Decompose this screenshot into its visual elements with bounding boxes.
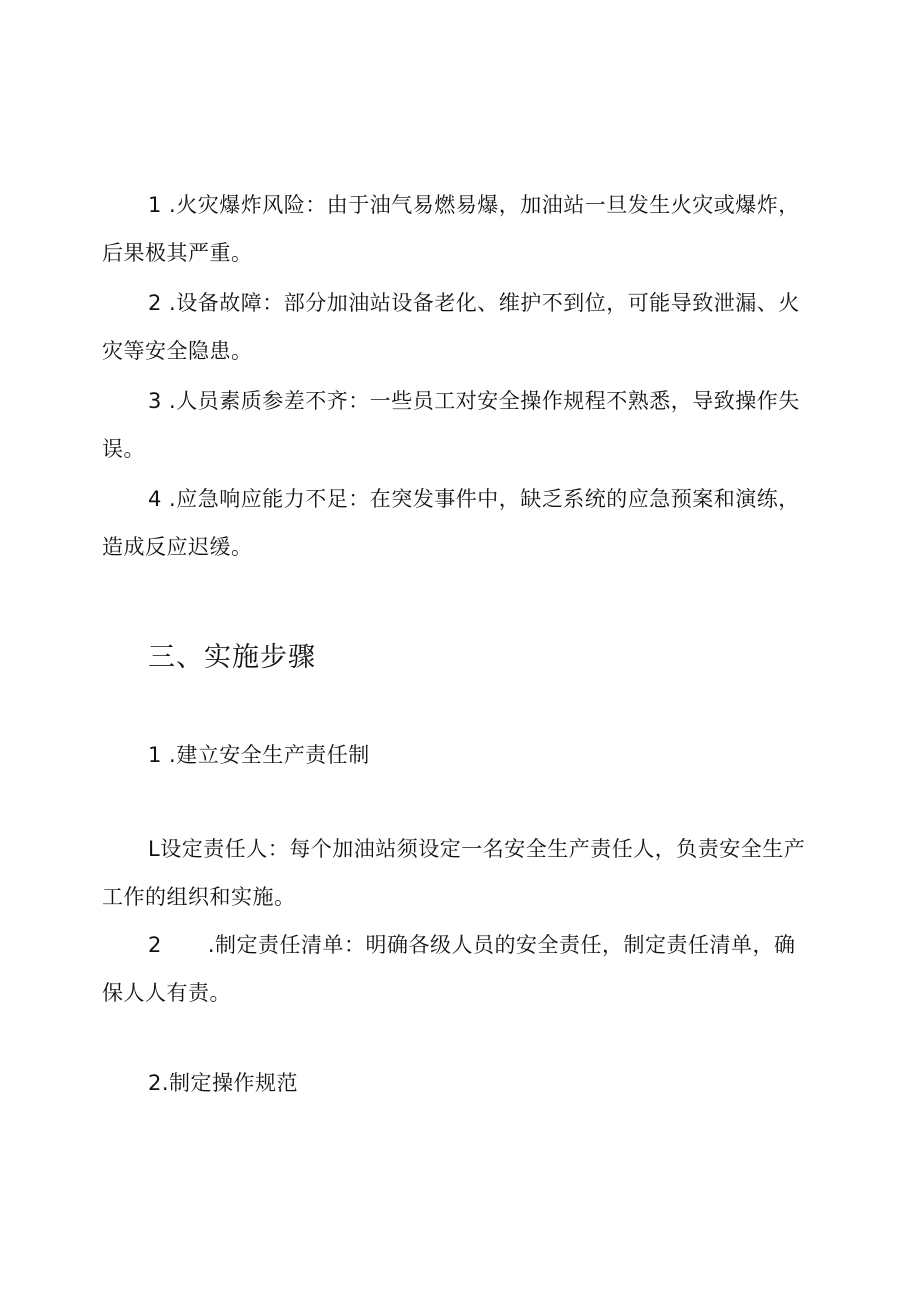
step-1-title: 1 .建立安全生产责任制 <box>148 743 370 767</box>
step-1-item-2-text: .制定责任清单：明确各级人员的安全责任，制定责任清单，确 <box>207 933 796 957</box>
risk-2-line-1: 2 .设备故障：部分加油站设备老化、维护不到位，可能导致泄漏、火 <box>148 291 800 315</box>
risk-1-line-1: 1 .火灾爆炸风险：由于油气易燃易爆，加油站一旦发生火灾或爆炸， <box>148 193 800 217</box>
risk-3-line-1: 3 .人员素质参差不齐：一些员工对安全操作规程不熟悉，导致操作失 <box>148 389 800 413</box>
step-1-item-1-line-1: L设定责任人：每个加油站须设定一名安全生产责任人，负责安全生产 <box>148 837 806 861</box>
step-1-item-2-line-2: 保人人有责。 <box>102 981 231 1005</box>
step-1-item-2-number: 2 <box>148 933 162 957</box>
step-1-item-2-line-1 <box>148 930 796 960</box>
step-2-title: 2.制定操作规范 <box>148 1071 299 1095</box>
step-1-item-1-line-2: 工作的组织和实施。 <box>102 885 296 909</box>
section-heading: 三、实施步骤 <box>148 642 316 673</box>
risk-3-line-2: 误。 <box>102 437 145 461</box>
risk-2-line-2: 灾等安全隐患。 <box>102 339 253 363</box>
risk-1-line-2: 后果极其严重。 <box>102 241 253 265</box>
risk-4-line-1: 4 .应急响应能力不足：在突发事件中，缺乏系统的应急预案和演练， <box>148 487 800 511</box>
risk-4-line-2: 造成反应迟缓。 <box>102 535 253 559</box>
